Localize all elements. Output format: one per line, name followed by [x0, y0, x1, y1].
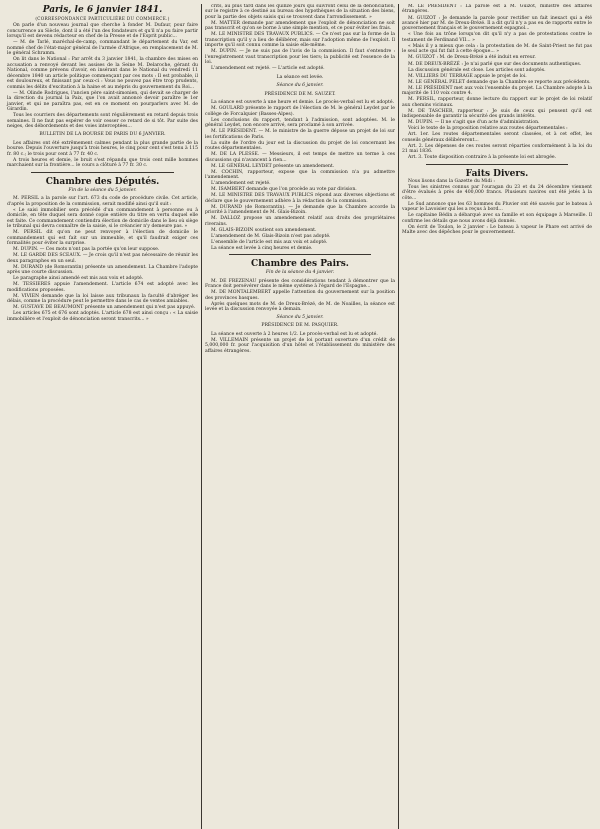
debate-paragraph: La suite de l'ordre du jour est la discussion du projet de loi concernant les routes départementales. — [205, 140, 395, 152]
debate-paragraph: « Le saisi immobilier sera précédé d'un commandement à personne ou à domicile, en tête duquel sera donné copie entière du titre en vertu duquel elle est faite. Ce commandement contiendra élection de domicile dans le lieu où siège le tribunal qui devra connaître de la saisie, si le créancier n'y demeure pas. » — [7, 207, 198, 230]
debate-paragraph: M. LE PRÉSIDENT met aux voix l'ensemble du projet. La Chambre adopte à la majorité de 110 voix contre 4. — [402, 85, 592, 97]
law-article: Art. 2. Les dépenses de ces routes seront réparties conformément à la loi du 21 mai 1836. — [402, 143, 592, 155]
debate-paragraph: M. DE FREZENAU présente des considérations tendant à démontrer que la France doit persévérer dans le même système à l'égard de l'Espagne... — [205, 278, 395, 290]
debate-paragraph: Après quelques mots de M. de Dreux-Brézé, de M. de Noailles, la séance est levée et la discussion renvoyée à demain. — [205, 301, 395, 313]
news-paragraph: Nous lisons dans la Gazette du Midi : — [408, 178, 495, 184]
bourse-title: BULLETIN DE LA BOURSE DE PARIS DU 6 JANVIER. — [39, 132, 166, 138]
chambre-deputes-subtitle: Fin de la séance du 5 janvier. — [68, 187, 137, 193]
article-paragraph: On lit dans le National : Par arrêt du 3 janvier 1841, la chambre des mises en accusation a renvoyé devant les assises de la Seine M. Delaroche, gérant du National, comme prévenu d'avoir, en insérant dans le National du vendredi 11 décembre 1840 un article politique commençant par ces mots : Il est probable, il est douloureux, et finissant par ceux-ci : Vous ne pouvez pas être trop prudents, commis les délits d'excitation à la haine et au mépris du gouvernement du Roi... — [7, 57, 198, 90]
article-paragraph: — M. Olinde Rodrigues, l'ancien père saint-simonien, qui devait se charger de la direction du journal la Paix, que l'on avait annoncé devoir paraître le 1er janvier, et qui ne paraîtra pas, est en ce moment en pourparlers avec M. de Girardin. — [7, 90, 198, 113]
debate-paragraph: M. PERSIL a la parole sur l'art. 673 du code de procédure civile. Cet article, d'après la proposition de la commission, serait modifié ainsi qu'il suit : — [7, 196, 198, 207]
debate-paragraph: M. COCHIN, rapporteur, expose que la commission n'a pu admettre l'amendement. — [205, 169, 395, 181]
debate-paragraph: M. LE GÉNÉRAL PELET demande que la Chambre se reporte aux précédents. — [408, 79, 591, 85]
column-2 — [201, 4, 398, 829]
debate-paragraph: M. VILLIERS DU TERRAGE appuie le projet de loi. — [408, 73, 527, 79]
debate-paragraph: M. GUIZOT : M. de Dreux-Brézé a été induit en erreur. — [408, 55, 536, 61]
debate-paragraph: « Une fois au trône lorsqu'on dit qu'il n'y a pas de protestations contre le testament de Ferdinand VII... » — [402, 32, 592, 43]
session-close: La séance est levée. — [276, 74, 324, 80]
debate-paragraph: M. LE MINISTRE DES TRAVAUX PUBLICS. — Ce n'est pas sur la forme de la transcription qu'il y a lieu de délibérer, mais sur l'adoption même de l'exploit. Il importe qu'il soit connu comme la saisie elle-même. — [205, 32, 395, 49]
debate-paragraph: M. PERSIL dit qu'on ne peut renvoyer à l'élection de domicile le commandement qui est fait sur un immeuble, et qu'il faudrait exiger ces formalités pour éviter la surprise. — [7, 230, 198, 247]
debate-paragraph: M. TESSIERES appuie l'amendement. L'article 674 est adopté avec les modifications proposées. — [7, 282, 198, 293]
debate-paragraph: M. DE LA PLESSE. — Messieurs, il est temps de mettre un terme à ces discussions qui n'avancent à rien... — [205, 152, 395, 163]
section-divider — [229, 254, 371, 255]
debate-paragraph: M. DALLOZ propose un amendement relatif aux droits des propriétaires riverains. — [205, 216, 395, 227]
article-paragraph: — M. de Tarlé, maréchal-de-camp, commandant le département du Var, est nommé chef de l'état-major général de l'armée d'Afrique, en remplacement de M. le général Schramm. — [7, 40, 198, 57]
article-paragraph: Tous les courriers des départements sont régulièrement en retard depuis trois semaines. Il ne faut pas espérer de voir cesser ce retard de si tôt. Par suite des neiges, des débordements et des voies interceptées... — [7, 113, 198, 129]
chambre-deputes-title: Chambre des Députés. — [45, 176, 160, 187]
debate-paragraph: « Mais il y a mieux que cela : la protestation de M. de Saint-Priest ne fut pas le seul acte qui fut fait à cette époque... » — [402, 43, 592, 55]
chambre-pairs-subtitle: Fin de la séance du 4 janvier. — [265, 270, 335, 276]
debate-paragraph: M. DUPIN. — Il ne s'agit que d'un acte d'administration. — [408, 120, 540, 126]
section-divider — [31, 172, 174, 173]
faits-divers-title: Faits Divers. — [465, 168, 529, 179]
news-paragraph: Le Sud annonce que les 63 hommes du Pluvier ont été sauvés par le bateau à vapeur le Lavoisier qui les a reçus à bord... — [402, 201, 592, 213]
news-paragraph: Tous les sinistres connus par l'ouragan du 23 et du 24 décembre viennent d'être évalués à près de 400,000 francs. Plusieurs navires ont été jetés à la côte... — [402, 184, 592, 201]
debate-paragraph: Les articles 675 et 676 sont adoptés. L'article 678 est ainsi conçu : « La saisie immobilière et l'exploit de dénonciation seront transcrits... » — [7, 311, 198, 322]
chambre-pairs-title: Chambre des Pairs. — [251, 259, 349, 270]
column-1 — [4, 4, 201, 829]
law-article: Art. 1er. Les routes départementales seront classées, et à cet effet, les conseils généraux délibéreront... — [402, 132, 592, 143]
debate-paragraph: M. GOULARD présente le rapport de l'élection de M. le général Leydet par le collège de Forcalquier (Basses-Alpes). — [205, 106, 395, 117]
debate-paragraph: M. LE MINISTRE DES TRAVAUX PUBLICS répond aux diverses objections et déclare que le gouvernement adhère à la rédaction de la commission. — [205, 193, 395, 204]
pairs-presidence: PRÉSIDENCE DE M. PASQUIER. — [261, 323, 339, 329]
bourse-paragraph: A trois heures et demie, le bruit s'est répandu que trois cent mille hommes marchaient sur la frontière... le cours a clôturé à 77 fr. 30 c. — [7, 157, 198, 169]
section-divider — [426, 164, 568, 165]
bourse-paragraph: Les affaires ont été extrêmement calmes pendant la plus grande partie de la bourse. Depuis l'ouverture jusqu'à trois heures, le cinq pour cent s'est tenu à 115 fr. 80 c.; le trois pour cent à 77 fr. 40 c. — [7, 140, 198, 157]
debate-paragraph: M. ISAMBERT demande que l'on procède au vote par division. — [211, 187, 357, 193]
debate-paragraph: M. DUPIN. — Je ne suis pas de l'avis de la commission. Il faut s'entendre : l'enregistrement vaut transcription pour les tiers; la publicité est l'essence de la loi. — [205, 49, 395, 66]
seance-presidence: PRÉSIDENCE DE M. SAUZET. — [264, 91, 336, 97]
debate-paragraph: L'amendement est rejeté. — L'article est adopté. — [211, 66, 325, 72]
debate-paragraph: M. VIVIEN demande que la loi laisse aux tribunaux la faculté d'abréger les délais, comme la procédure peut le permettre dans le cas de ventes amiables. — [7, 293, 198, 305]
debate-paragraph: crits, au plus tard dans les quinze jours qui suivront celui de la dénonciation, sur le registre à ce destiné au bureau des hypothèques de la situation des biens, pour la partie des objets saisis qui se trouvent dans l'arrondissement. » — [205, 4, 395, 20]
law-intro: Voici le texte de la proposition relative aux routes départementales : — [408, 126, 568, 132]
debate-paragraph: La discussion générale est close. Les articles sont adoptés. — [408, 67, 546, 73]
debate-paragraph: M. GLAIS-BIZOIN soutient son amendement. — [211, 227, 317, 233]
column-3 — [398, 4, 595, 829]
debate-paragraph: M. DURAND (de Romorantin) présente un amendement. La Chambre l'adopte après une courte discussion. — [7, 264, 198, 276]
debate-paragraph: M. PERSIL, rapporteur, donne lecture du rapport sur le projet de loi relatif aux chemins vicinaux. — [402, 97, 592, 108]
pairs-seance-title: Séance du 5 janvier. — [276, 314, 324, 320]
correspondence-subhead: (CORRESPONDANCE PARTICULIÈRE DU COMMERCE.) — [35, 16, 170, 21]
debate-paragraph: M. LE GARDE DES SCEAUX. — Je crois qu'il n'est pas nécessaire de réunir les deux paragraphes en un seul. — [7, 253, 198, 264]
debate-paragraph: M. DE MONTALEMBERT appelle l'attention du gouvernement sur la position des provinces basques. — [205, 290, 395, 301]
dateline-headline: Paris, le 6 janvier 1841. — [42, 5, 163, 15]
debate-paragraph: M. DUPIN. — Ces mots n'ont pas la portée qu'on leur suppose. — [13, 247, 160, 253]
debate-paragraph: M. VILLEMAIN présente un projet de loi portant ouverture d'un crédit de 5,000,000 fr. pour l'acquisition d'un hôtel et l'établissement du ministère des affaires étrangères. — [205, 337, 395, 354]
debate-paragraph: Le paragraphe ainsi amendé est mis aux voix et adopté. — [13, 276, 144, 282]
debate-paragraph: M. DE DREUX-BRÉZÉ : Je n'ai parlé que sur des documents authentiques. — [408, 61, 582, 67]
debate-paragraph: La séance est ouverte à 2 heures 1/2. Le procès-verbal est lu et adopté. — [211, 331, 378, 337]
debate-paragraph: M. GUIZOT : Je demande la parole pour rectifier un fait inexact qui a été avancé hier par M. de Dreux-Brézé. Il a dit qu'il n'y a pas eu de rapports entre le gouvernement français et le gouvernement espagnol... — [402, 15, 592, 32]
debate-paragraph: La séance est levée à cinq heures et demie. — [211, 246, 313, 251]
debate-paragraph: L'amendement est rejeté. — [211, 181, 271, 187]
debate-paragraph: M. DE TASCHER, rapporteur : Je suis de ceux qui pensent qu'il est indispensable de garantir la sécurité des grands intérêts. — [402, 108, 592, 120]
debate-paragraph: M. GUSTAVE DE BEAUMONT présente un amendement qui n'est pas appuyé. — [13, 305, 196, 311]
debate-paragraph: M. LE PRÉSIDENT : La parole est à M. Guizot, ministre des affaires étrangères. — [402, 4, 592, 15]
news-paragraph: On écrit de Toulon, le 2 janvier : Le bateau à vapeur le Phare est arrivé de Malte avec des dépêches pour le gouvernement. — [402, 224, 592, 236]
debate-paragraph: L'ensemble de l'article est mis aux voix et adopté. — [211, 239, 328, 245]
debate-paragraph: M. LE GÉNÉRAL LEYDET présente un amendement. — [211, 163, 335, 169]
debate-paragraph: La séance est ouverte à une heure et demie. Le procès-verbal est lu et adopté. — [211, 100, 395, 106]
debate-paragraph: M. LE PRÉSIDENT. — M. le ministre de la guerre dépose un projet de loi sur les fortifications de Paris. — [205, 129, 395, 140]
debate-paragraph: M. DURAND (de Romorantin). — Je demande que la Chambre accorde la priorité à l'amendement de M. Glais-Bizoin. — [205, 204, 395, 216]
seance-title: Séance du 6 janvier. — [276, 83, 324, 89]
debate-paragraph: L'amendement de M. Glais-Bizoin n'est pas adopté. — [211, 233, 331, 239]
debate-paragraph: Les conclusions du rapport, tendant à l'admission, sont adoptées. M. le général Leydet, non encore arrivé, sera proclamé à son arrivée. — [205, 117, 395, 129]
article-paragraph: On parle d'un nouveau journal que cherche à fonder M. Dufaur, pour faire concurrence au Siècle, dont il a été l'un des fondateurs et qu'il n'a pu faire partir lorsqu'il est devenu rédacteur en chef de la Presse et de l'Esprit public... — [7, 23, 198, 40]
debate-paragraph: M. MATTER demande par amendement que l'exploit de dénonciation ne soit pas transcrit et qu'on se borne à une simple mention, et ce pour éviter les frais. — [205, 20, 395, 32]
news-paragraph: Le capitaine Bédin a débarqué avec sa famille et son équipage à Marseille. Il confirme les détails que nous avons déjà donnés. — [402, 213, 592, 224]
law-article: Art. 3. Toute disposition contraire à la présente loi est abrogée. — [408, 155, 557, 161]
